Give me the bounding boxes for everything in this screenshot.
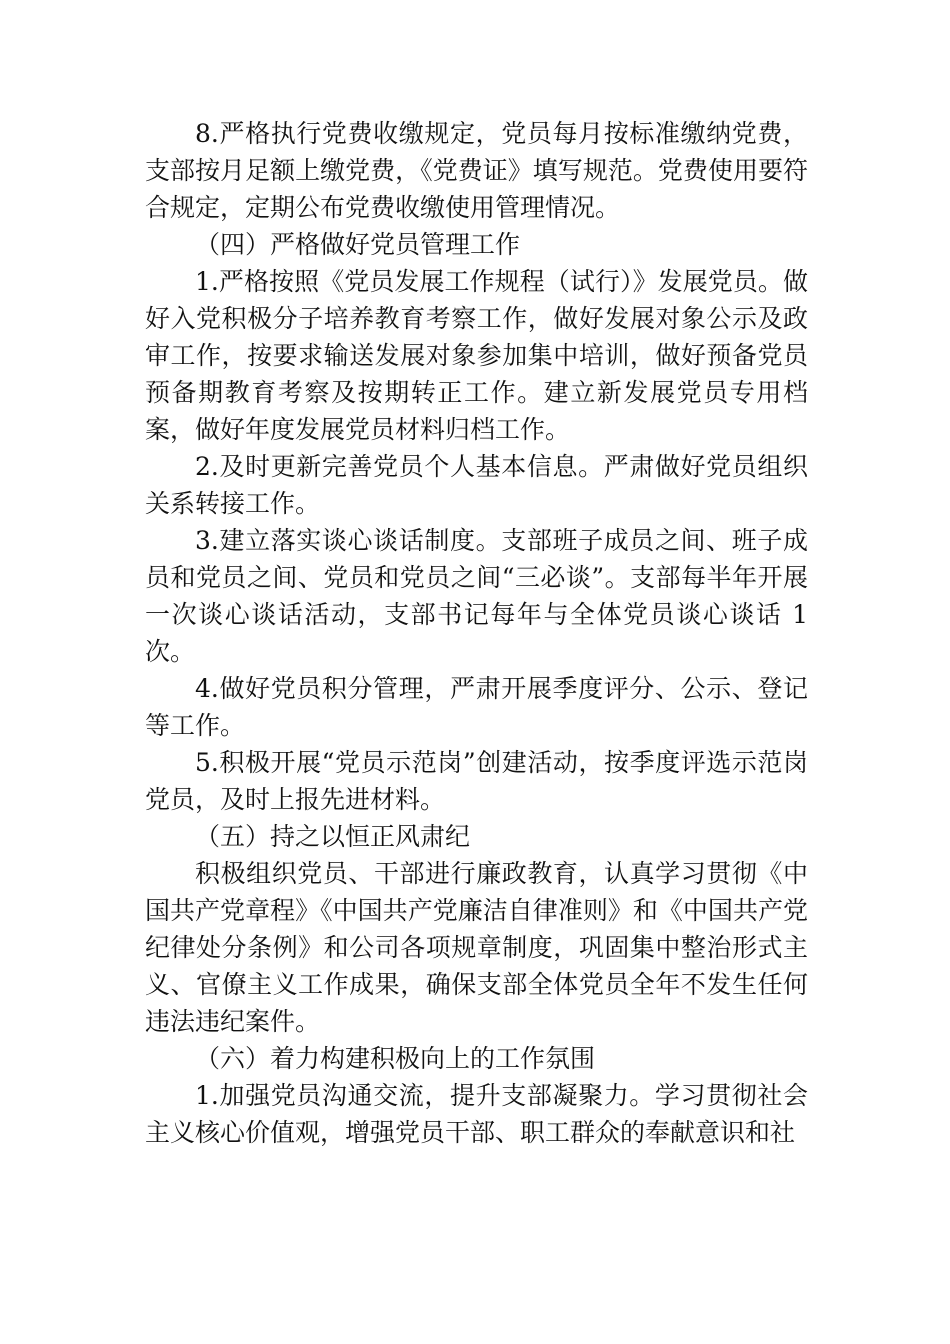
paragraph-points-management: 4.做好党员积分管理，严肃开展季度评分、公示、登记等工作。 [145, 674, 808, 740]
section-heading-discipline: （五）持之以恒正风肃纪 [195, 822, 471, 851]
paragraph-communication: 1.加强党员沟通交流，提升支部凝聚力。学习贯彻社会主义核心价值观，增强党员干部、职工群众的奉献意识和社 [145, 1081, 808, 1147]
paragraph-party-dues: 8.严格执行党费收缴规定，党员每月按标准缴纳党费，支部按月足额上缴党费，《党费证》填写规范。党费使用要符合规定，定期公布党费收缴使用管理情况。 [145, 119, 808, 222]
section-heading-member-management: （四）严格做好党员管理工作 [195, 230, 521, 259]
paragraph-member-info-update: 2.及时更新完善党员个人基本信息。严肃做好党员组织关系转接工作。 [145, 452, 808, 518]
paragraph-heart-to-heart-talks: 3.建立落实谈心谈话制度。支部班子成员之间、班子成员和党员之间、党员和党员之间“三必谈”。支部每半年开展一次谈心谈话活动，支部书记每年与全体党员谈心谈话 1 次。 [145, 526, 808, 666]
paragraph-integrity-education: 积极组织党员、干部进行廉政教育，认真学习贯彻《中国共产党章程》《中国共产党廉洁自律准则》和《中国共产党纪律处分条例》和公司各项规章制度，巩固集中整治形式主义、官僚主义工作成果，确保支部全体党员全年不发生任何违法违纪案件。 [145, 859, 808, 1036]
section-heading-work-atmosphere: （六）着力构建积极向上的工作氛围 [195, 1044, 596, 1073]
document-body [145, 115, 808, 1151]
paragraph-member-development: 1.严格按照《党员发展工作规程（试行）》发展党员。做好入党积极分子培养教育考察工作，做好发展对象公示及政审工作，按要求输送发展对象参加集中培训，做好预备党员预备期教育考察及按期转正工作。建立新发展党员专用档案，做好年度发展党员材料归档工作。 [145, 267, 808, 444]
paragraph-model-post: 5.积极开展“党员示范岗”创建活动，按季度评选示范岗党员，及时上报先进材料。 [145, 748, 808, 814]
